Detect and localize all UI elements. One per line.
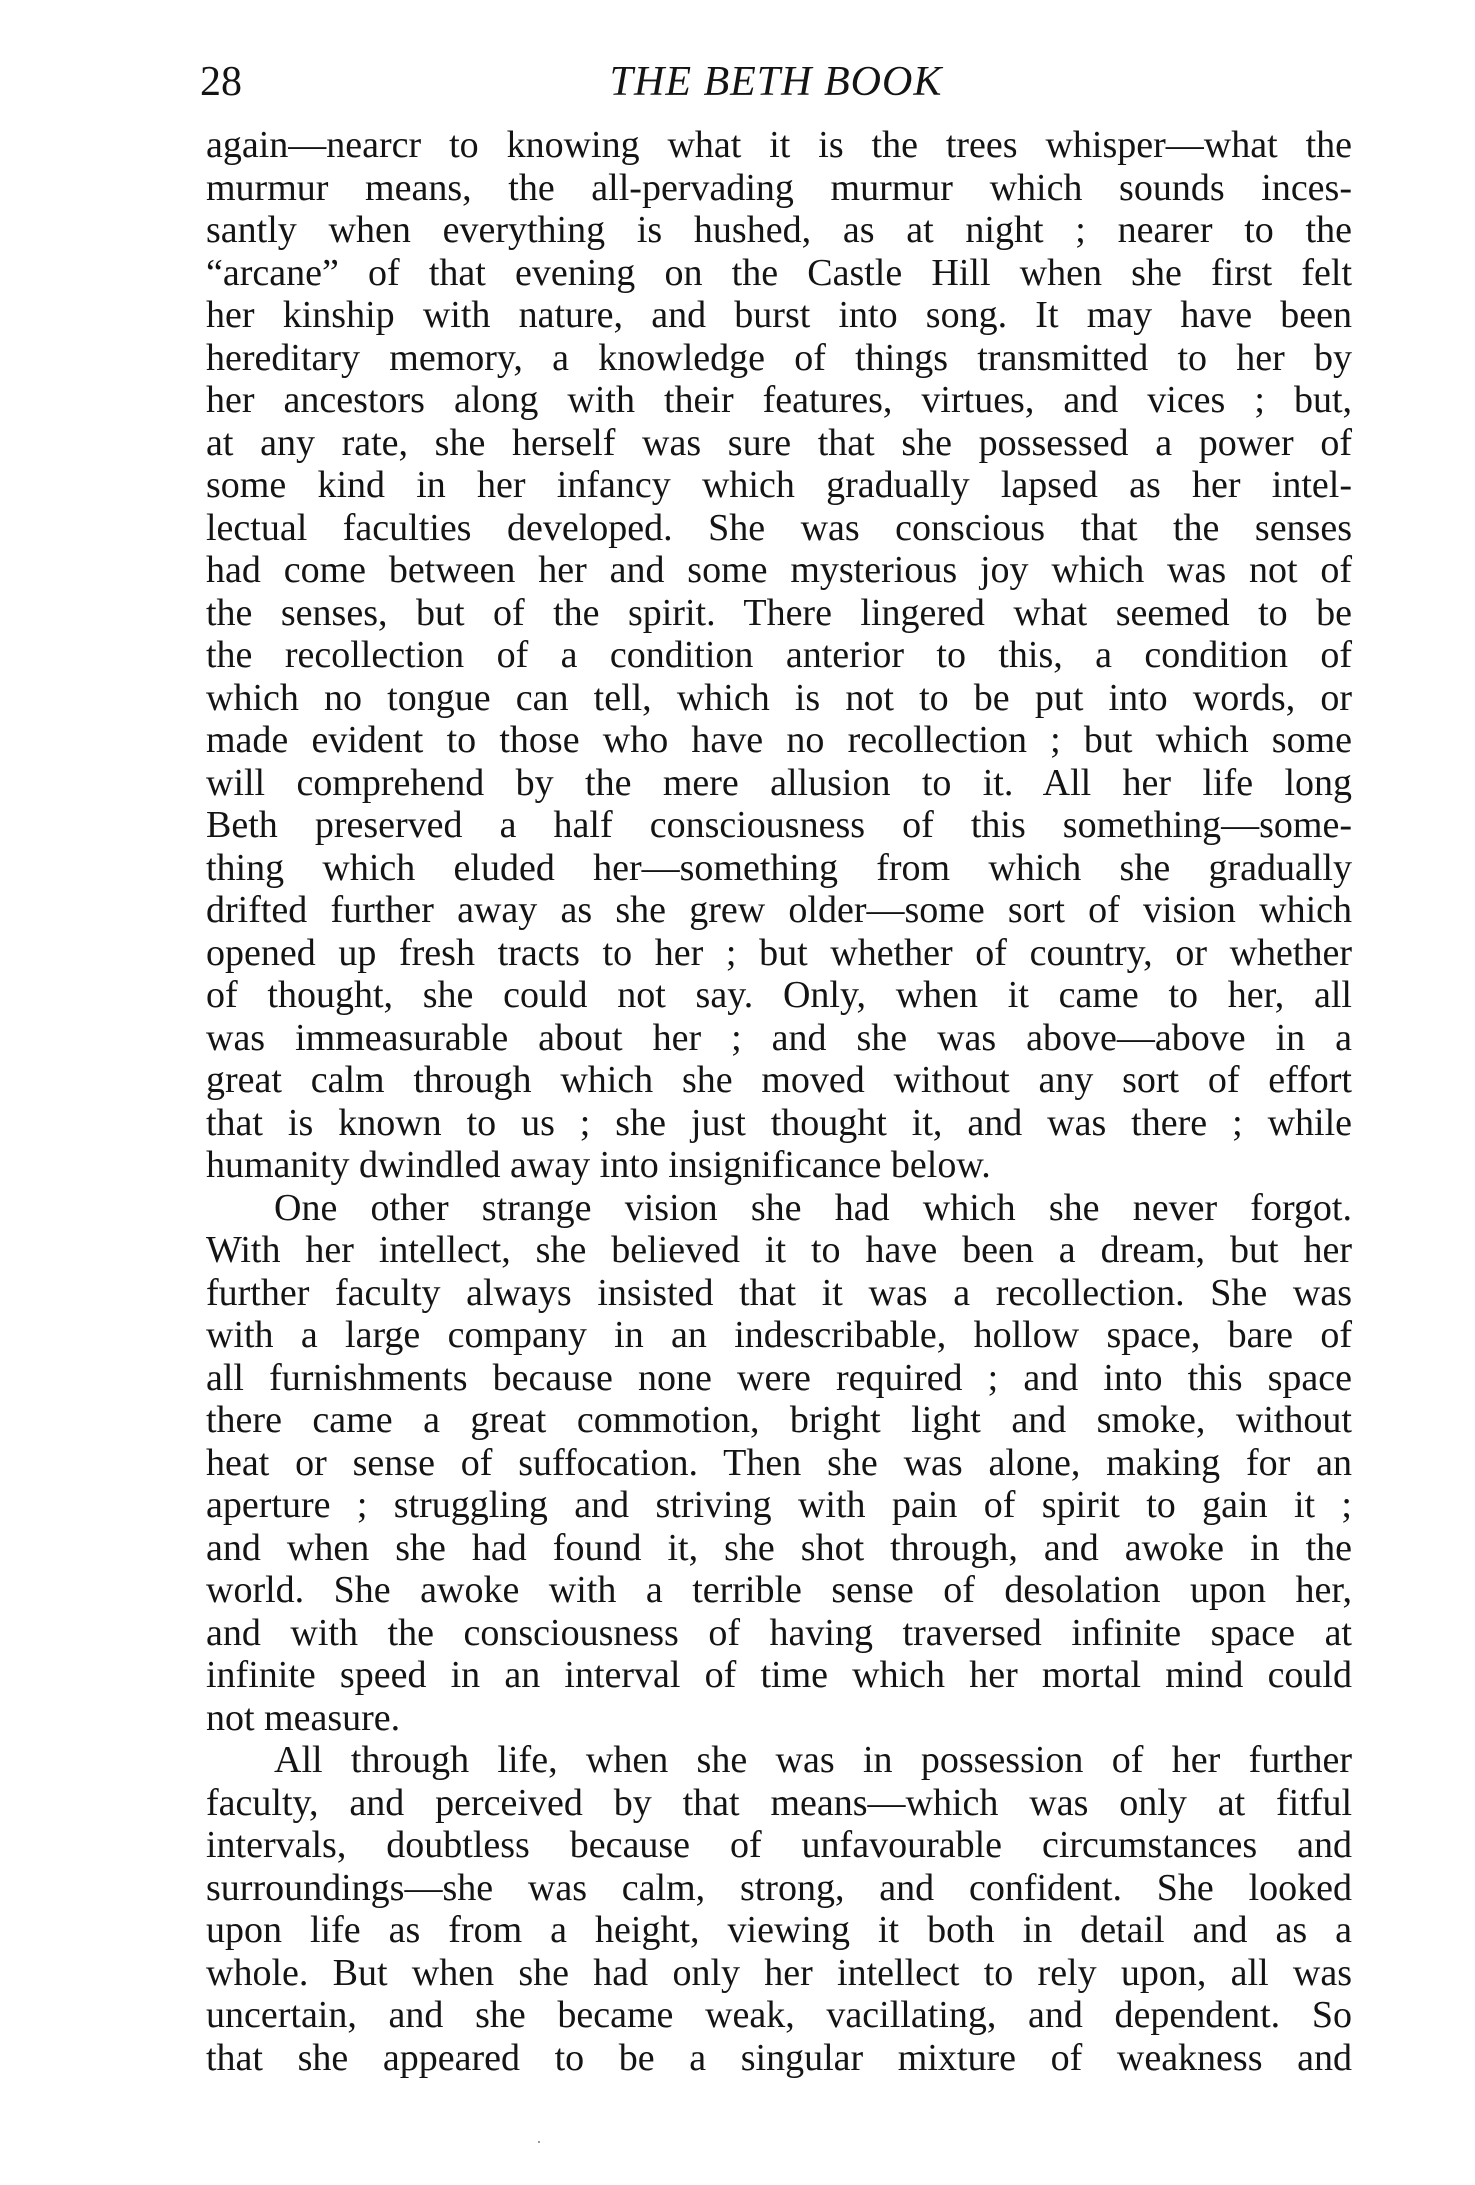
text-line: all furnishments because none were required ; and into this space [206,1356,1352,1399]
body-text [206,124,1352,2079]
text-line: again—nearcr to knowing what it is the trees whisper—what the [206,124,1352,166]
text-line: some kind in her infancy which gradually lapsed as her intel- [206,464,1352,506]
paper-speck [538,2141,540,2143]
text-line: heat or sense of suffocation. Then she was alone, making for an [206,1441,1352,1484]
text-line: “arcane” of that evening on the Castle Hill when she first felt [206,251,1352,294]
text-line: upon life as from a height, viewing it both in detail and as a [206,1909,1352,1951]
running-title: THE BETH BOOK [609,59,943,105]
text-line: there came a great commotion, bright light and smoke, without [206,1399,1352,1441]
text-line: which no tongue can tell, which is not to be put into words, or [206,676,1352,719]
text-line: her kinship with nature, and burst into song. It may have been [206,294,1352,336]
text-line: drifted further away as she grew older—some sort of vision which [206,889,1352,931]
text-line: infinite speed in an interval of time which her mortal mind could [206,1654,1352,1696]
paragraph-end-line: not measure. [206,1696,401,1739]
paragraph-end-line: humanity dwindled away into insignificance below. [206,1144,991,1186]
text-line: of thought, she could not say. Only, when it came to her, all [206,974,1352,1016]
text-line: that is known to us ; she just thought it, and was there ; while [206,1101,1352,1144]
text-line: that she appeared to be a singular mixture of weakness and [206,2036,1352,2079]
text-line: Beth preserved a half consciousness of this something—some- [206,804,1352,846]
text-line: world. She awoke with a terrible sense of desolation upon her, [206,1569,1352,1611]
text-line: and when she had found it, she shot through, and awoke in the [206,1526,1352,1569]
text-line: opened up fresh tracts to her ; but whether of country, or whether [206,931,1352,974]
page-number: 28 [200,59,242,105]
text-line: at any rate, she herself was sure that she possessed a power of [206,421,1352,464]
text-line: With her intellect, she believed it to have been a dream, but her [206,1229,1352,1271]
text-line: was immeasurable about her ; and she was above—above in a [206,1016,1352,1059]
paragraph-start-line: All through life, when she was in possession of her further [274,1739,1352,1781]
text-line: the senses, but of the spirit. There lingered what seemed to be [206,591,1352,634]
text-line: had come between her and some mysterious joy which was not of [206,549,1352,591]
text-line: further faculty always insisted that it was a recollection. She was [206,1271,1352,1314]
paragraph-start-line: One other strange vision she had which she never forgot. [274,1186,1352,1229]
text-line: and with the consciousness of having traversed infinite space at [206,1611,1352,1654]
text-line: santly when everything is hushed, as at night ; nearer to the [206,209,1352,251]
text-line: faculty, and perceived by that means—which was only at fitful [206,1781,1352,1824]
text-line: her ancestors along with their features, virtues, and vices ; but, [206,379,1352,421]
text-line: aperture ; struggling and striving with pain of spirit to gain it ; [206,1484,1352,1526]
text-line: made evident to those who have no recollection ; but which some [206,719,1352,761]
text-line: with a large company in an indescribable, hollow space, bare of [206,1314,1352,1356]
running-head [200,52,1352,112]
text-line: great calm through which she moved without any sort of effort [206,1059,1352,1101]
text-line: intervals, doubtless because of unfavourable circumstances and [206,1824,1352,1866]
text-line: whole. But when she had only her intellect to rely upon, all was [206,1951,1352,1994]
text-line: murmur means, the all-pervading murmur which sounds inces- [206,166,1352,209]
text-line: hereditary memory, a knowledge of things transmitted to her by [206,336,1352,379]
text-line: will comprehend by the mere allusion to it. All her life long [206,761,1352,804]
text-line: surroundings—she was calm, strong, and confident. She looked [206,1866,1352,1909]
text-line: thing which eluded her—something from which she gradually [206,846,1352,889]
text-line: lectual faculties developed. She was conscious that the senses [206,506,1352,549]
text-line: the recollection of a condition anterior to this, a condition of [206,634,1352,676]
text-line: uncertain, and she became weak, vacillating, and dependent. So [206,1994,1352,2036]
